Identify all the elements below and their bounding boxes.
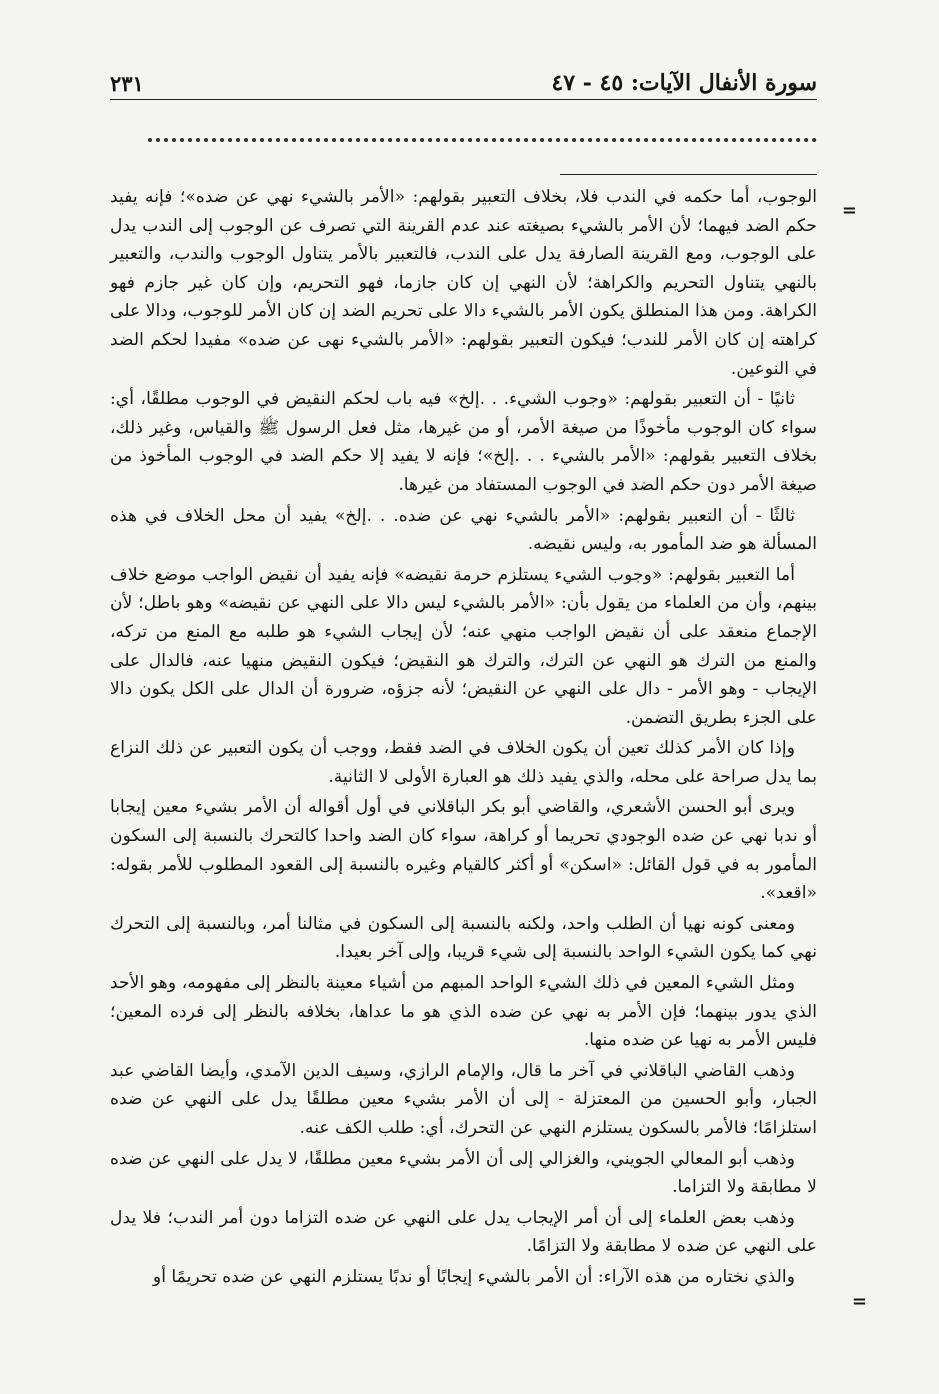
paragraph: وذهب بعض العلماء إلى أن أمر الإيجاب يدل على النهي عن ضده التزاما دون أمر الندب؛ فلا يدل على النهي عن ضده لا مطابقة ولا التزامًا. <box>110 1207 817 1257</box>
paragraph: ويرى أبو الحسن الأشعري، والقاضي أبو بكر الباقلاني في أول أقواله أن الأمر بشيء معين إيجابا أو ندبا نهي عن ضده الوجودي تحريما أو كراهة، سواء كان الضد واحدا كالتحرك بالنسبة إلى السكون المأمور به في قول القائل: «اسكن» أو أكثر كالقيام وغيره بالنسبة إلى القعود المطلوب للأمر بقوله: «اقعد». <box>110 797 817 904</box>
running-head: سورة الأنفال الآيات: ٤٥ - ٤٧ <box>551 70 817 96</box>
page-header <box>110 56 817 96</box>
continuation-mark-bottom: = <box>851 1291 867 1312</box>
paragraph: ومثل الشيء المعين في ذلك الشيء الواحد المبهم من أشياء معينة بالنظر إلى مفهومه، وهو الأحد الذي يدور بينهما؛ فإن الأمر به نهي عن ضده الذي هو ما عداها، بخلافه بالنظر إلى فرده المعين؛ فليس الأمر به نهيا عن ضده منها. <box>110 973 817 1051</box>
paragraph: الوجوب، أما حكمه في الندب فلا، بخلاف التعبير بقولهم: «الأمر بالشيء نهي عن ضده»؛ فإنه يفيد حكم الضد فيهما؛ لأن الأمر بالشيء بصيغته عند عدم القرينة التي تصرف عن الوجوب إلى الندب يدل على الوجوب، ومع القرينة الصارفة يدل على الندب، فالتعبير بالأمر يتناول الوجوب والندب، والتعبير بالنهي يتناول التحريم والكراهة؛ لأن النهي إن كان جازما، فهو التحريم، وإن كان غير جازم فهو الكراهة. ومن هذا المنطلق يكون الأمر بالشيء دالا على تحريم الضد إن كان الأمر للوجوب، ودالا على كراهته إن كان الأمر للندب؛ فيكون التعبير بقولهم: «الأمر بالشيء نهى عن ضده» مفيدا لحكم الضد في النوعين. <box>110 187 818 379</box>
paragraph: وإذا كان الأمر كذلك تعين أن يكون الخلاف في الضد فقط، ووجب أن يكون التعبير عن ذلك النزاع بما يدل صراحة على محله، والذي يفيد ذلك هو العبارة الأولى لا الثانية. <box>110 738 817 787</box>
header-rule <box>110 99 817 100</box>
page-number: ٢٣١ <box>110 71 144 96</box>
paragraph: وذهب القاضي الباقلاني في آخر ما قال، والإمام الرازي، وسيف الدين الآمدي، وأيضا القاضي عبد الجبار، وأبو الحسين من المعتزلة - إلى أن الأمر بشيء معين مطلقًا يدل على النهي عن ضده استلزامًا؛ فالأمر بالسكون يستلزم النهي عن التحرك، أي: طلب الكف عنه. <box>110 1060 817 1138</box>
paragraph: ثالثًا - أن التعبير بقولهم: «الأمر بالشيء نهي عن ضده. . .إلخ» يفيد أن محل الخلاف في هذه المسألة هو ضد المأمور به، وليس نقيضه. <box>110 505 817 555</box>
footnote-rule <box>560 174 817 175</box>
continuation-mark-top: = <box>841 200 857 221</box>
footnote-text <box>110 183 817 1294</box>
paragraph: وذهب أبو المعالي الجويني، والغزالي إلى أن الأمر بشيء معين مطلقًا، لا يدل على النهي عن ضده لا مطابقة ولا التزاما. <box>110 1148 817 1198</box>
paragraph: والذي نختاره من هذه الآراء: أن الأمر بالشيء إيجابًا أو ندبًا يستلزم النهي عن ضده تحريمًا أو <box>152 1266 795 1287</box>
dotted-separator <box>148 138 817 150</box>
paragraph: ومعنى كونه نهيا أن الطلب واحد، ولكنه بالنسبة إلى السكون في مثالنا أمر، وبالنسبة إلى التحرك نهي كما يكون الشيء الواحد بالنسبة إلى شيء قريبا، وإلى آخر بعيدا. <box>110 913 817 963</box>
paragraph: ثانيًا - أن التعبير بقولهم: «وجوب الشيء. . .إلخ» فيه باب لحكم النقيض في الوجوب مطلقًا، أي: سواء كان الوجوب مأخوذًا من صيغة الأمر، أو من غيرها، مثل فعل الرسول ﷺ والقياس، وغير ذلك، بخلاف التعبير بقولهم: «الأمر بالشيء . . .إلخ»؛ فإنه لا يفيد إلا حكم الضد في الوجوب المأخوذ من صيغة الأمر دون حكم الضد في الوجوب المستفاد من غيرها. <box>110 389 817 495</box>
paragraph: أما التعبير بقولهم: «وجوب الشيء يستلزم حرمة نقيضه» فإنه يفيد أن نقيض الواجب موضع خلاف بينهم، وأن من العلماء من يقول بأن: «الأمر بالشيء ليس دالا على النهي عن نقيضه» وهو باطل؛ لأن الإجماع منعقد على أن نقيض الواجب منهي عنه؛ لأن إيجاب الشيء هو طلبه مع المنع من تركه، والمنع من الترك هو النهي عن الترك، والترك هو النقيض؛ فيكون النقيض منهيا عنه، فالدال على الإيجاب - وهو الأمر - دال على النهي عن النقيض؛ لأنه جزؤه، ضرورة أن الدال على الكل يكون دالا على الجزء بطريق التضمن. <box>110 564 817 728</box>
